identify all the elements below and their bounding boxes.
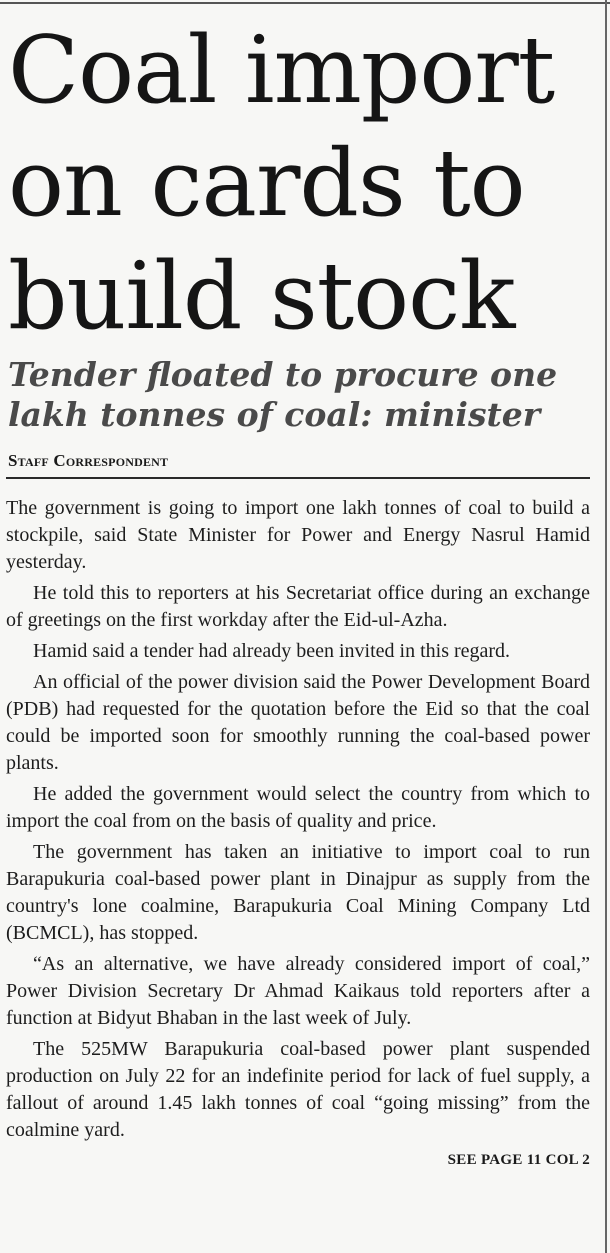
- paragraph: He added the government would select the country from which to import the coal from on the basis of quality and price.: [6, 783, 590, 832]
- paragraph: He told this to reporters at his Secretariat office during an exchange of greetings on the first workday after the Eid-ul-Azha.: [6, 582, 590, 631]
- headline-line-1: Coal import: [8, 16, 555, 124]
- paragraph: “As an alternative, we have already considered import of coal,” Power Division Secretary Dr Ahmad Kaikaus told reporters after a function at Bidyut Bhaban in the last week of July.: [6, 953, 590, 1029]
- paragraph: The government is going to import one lakh tonnes of coal to build a stockpile, said State Minister for Power and Energy Nasrul Hamid yesterday.: [6, 497, 590, 573]
- top-border-rule: [0, 2, 610, 4]
- article: [6, 14, 594, 1169]
- headline: [6, 14, 594, 353]
- byline-divider: [6, 477, 590, 479]
- article-body: [6, 495, 590, 1144]
- paragraph: The 525MW Barapukuria coal-based power plant suspended production on July 22 for an indefinite period for lack of fuel supply, a fallout of around 1.45 lakh tonnes of coal “going missing” from the coalmine yard.: [6, 1038, 590, 1141]
- headline-line-3: build stock: [8, 242, 515, 350]
- right-border-rule: [605, 0, 607, 1253]
- headline-line-2: on cards to: [8, 129, 525, 237]
- paragraph: The government has taken an initiative to import coal to run Barapukuria coal-based power plant in Dinajpur as supply from the country's lone coalmine, Barapukuria Coal Mining Company Ltd (BCMCL), has stopped.: [6, 841, 590, 944]
- byline-text: Staff Correspondent: [8, 451, 169, 470]
- byline: [6, 451, 594, 471]
- paragraph: An official of the power division said the Power Development Board (PDB) had requested for the quotation before the Eid so that the coal could be imported soon for smoothly running the coal-based power plants.: [6, 671, 590, 774]
- continuation-line: SEE PAGE 11 COL 2: [447, 1152, 590, 1168]
- subhead-line-1: Tender floated to procure one: [8, 355, 558, 394]
- subhead-line-2: lakh tonnes of coal: minister: [8, 395, 541, 434]
- paragraph: Hamid said a tender had already been invited in this regard.: [33, 640, 511, 662]
- subheadline: [6, 355, 594, 435]
